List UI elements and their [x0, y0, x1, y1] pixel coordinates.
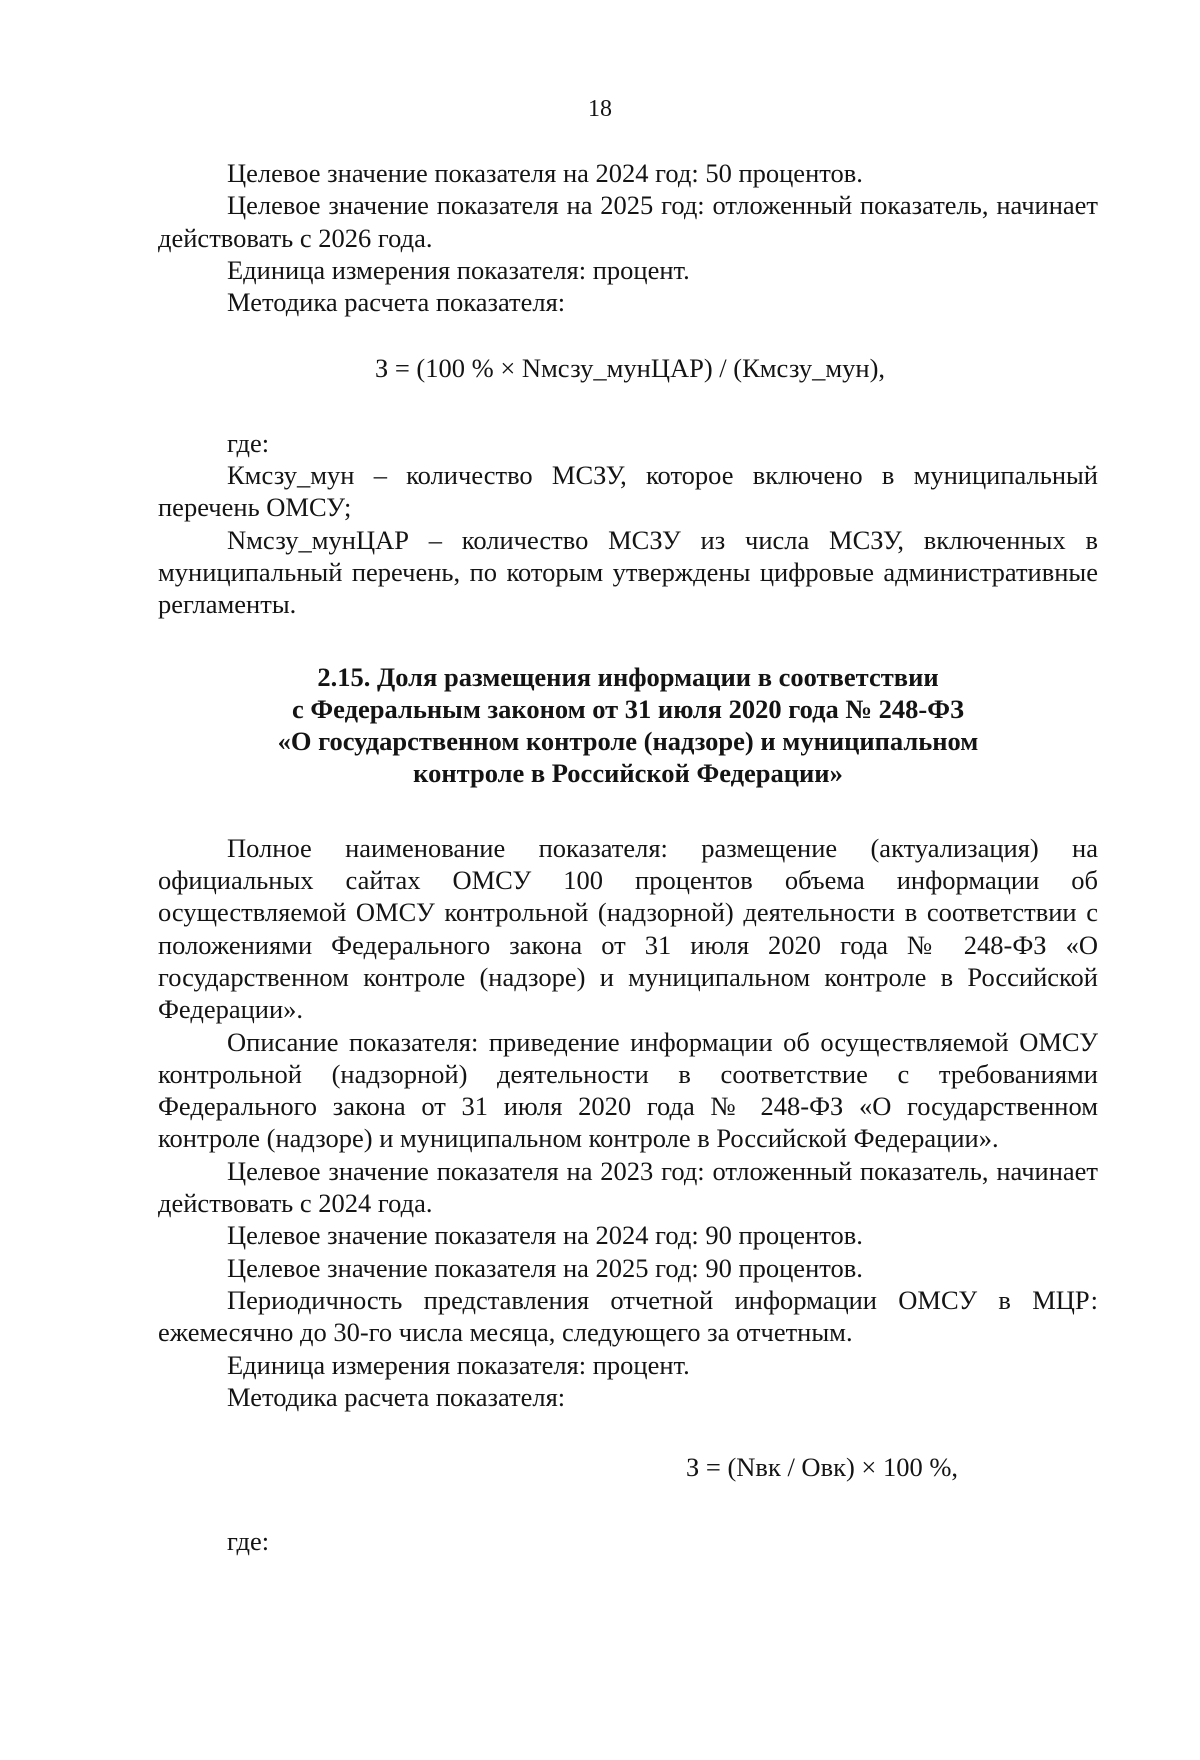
heading-line: контроле в Российской Федерации» [413, 758, 843, 789]
paragraph-full-name: Полное наименование показателя: размещение (актуализация) на официальных сайтах ОМСУ 100 процентов объема информации об осуществляемой ОМСУ контрольной (надзорной) деятельности в соответствии с положениями Федерального закона от 31 июля 2020 года № 248-ФЗ «О государственном контроле (надзоре) и муниципальном контроле в Российской Федерации». [158, 832, 1098, 1025]
formula-msz: З = (100 % × Nмсзу_мунЦАР) / (Кмсзу_мун), [374, 353, 886, 384]
formula-nvk: З = (Nвк / Овк) × 100 %, [686, 1452, 959, 1483]
where-label: где: [227, 1526, 270, 1557]
page-number: 18 [588, 96, 612, 122]
paragraph-method-label: Методика расчета показателя: [227, 287, 566, 318]
where-label: где: [227, 427, 270, 458]
paragraph-target-2025: Целевое значение показателя на 2025 год: отложенный показатель, начинает действовать с 2026 года. [158, 190, 1098, 253]
heading-line: с Федеральным законом от 31 июля 2020 года № 248-ФЗ [292, 693, 964, 724]
paragraph-method-label: Методика расчета показателя: [227, 1381, 566, 1412]
section-heading-2-15 [158, 661, 1098, 790]
definition-kmszu: Кмсзу_мун – количество МСЗУ, которое включено в муниципальный перечень ОМСУ; [158, 460, 1098, 523]
paragraph-target-2023: Целевое значение показателя на 2023 год: отложенный показатель, начинает действовать с 2024 года. [158, 1155, 1098, 1219]
paragraph-target-2024: Целевое значение показателя на 2024 год: 90 процентов. [227, 1220, 863, 1251]
paragraph-periodicity: Периодичность представления отчетной информации ОМСУ в МЦР: ежемесячно до 30-го числа месяца, следующего за отчетным. [158, 1284, 1098, 1348]
document-body [158, 157, 1098, 1558]
heading-line: «О государственном контроле (надзоре) и муниципальном [277, 726, 979, 757]
paragraph-unit: Единица измерения показателя: процент. [227, 1349, 690, 1380]
paragraph-target-2025: Целевое значение показателя на 2025 год: 90 процентов. [227, 1252, 863, 1283]
paragraph-description: Описание показателя: приведение информации об осуществляемой ОМСУ контрольной (надзорной) деятельности в соответствие с требованиями Федерального закона от 31 июля 2020 года № 248-ФЗ «О государственном контроле (надзоре) и муниципальном контроле в Российской Федерации». [158, 1026, 1098, 1154]
paragraph-unit: Единица измерения показателя: процент. [227, 254, 690, 285]
definition-nmszu: Nмсзу_мунЦАР – количество МСЗУ из числа МСЗУ, включенных в муниципальный перечень, по которым утверждены цифровые административные регламенты. [158, 524, 1098, 620]
heading-line: 2.15. Доля размещения информации в соответствии [317, 661, 939, 692]
paragraph-target-2024: Целевое значение показателя на 2024 год: 50 процентов. [227, 158, 863, 188]
